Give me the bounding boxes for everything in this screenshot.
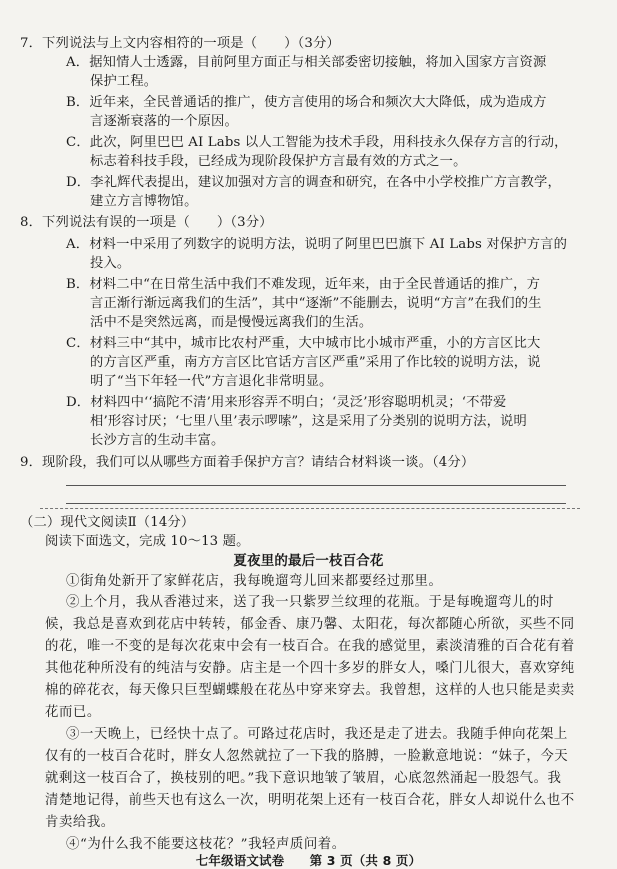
q7-option-c: C．此次，阿里巴巴 AI Labs 以人工智能为技术手段，用科技永久保存方言的行动， xyxy=(66,135,568,150)
section-instruction: 阅读下面选文，完成 10～13 题。 xyxy=(45,534,250,549)
question-9-stem: 9．现阶段，我们可以从哪些方面着手保护方言？请结合材料谈一谈。（4分） xyxy=(20,455,475,470)
answer-line-2[interactable] xyxy=(66,503,566,504)
q8-option-d: D．材料四中‘‘搞陀不清’用来形容弄不明白；‘灵泛’形容聪明机灵；‘不带爱 xyxy=(66,395,507,410)
passage-paragraph-2-line-2: 候，我总是喜欢到花店中转转，郁金香、康乃馨、太阳花，每次都随心所欲，买些不同 xyxy=(45,617,575,632)
passage-paragraph-3-line-4: 清楚地记得，前些天也有这么一次，明明花架上还有一枝百合花，胖女人却说什么也不 xyxy=(45,793,575,808)
q7-option-a-cont: 保护工程。 xyxy=(90,74,158,89)
q8-option-d-cont-2: 长沙方言的生动丰富。 xyxy=(90,433,225,448)
q8-option-c: C．材料三中“其中，城市比农村严重，大中城市比小城市严重，小的方言区比大 xyxy=(66,336,541,351)
section-divider xyxy=(40,508,580,509)
passage-paragraph-2-line-5: 棉的碎花衣，每天像只巨型蝴蝶般在花丛中穿来穿去。我曾想，这样的人也只能是卖卖 xyxy=(45,683,575,698)
q8-option-c-cont-2: 明了“当下年轻一代”方言退化非常明显。 xyxy=(90,374,333,389)
passage-title: 夏夜里的最后一枝百合花 xyxy=(233,553,384,569)
q7-option-b-cont: 言逐渐衰落的一个原因。 xyxy=(90,114,238,129)
question-8-stem: 8．下列说法有误的一项是（ ）（3分） xyxy=(20,215,273,230)
q8-option-a-cont: 投入。 xyxy=(90,256,131,271)
passage-paragraph-2-line-4: 其他花种所没有的纯洁与安静。店主是一个四十多岁的胖女人，嗓门儿很大，喜欢穿纯 xyxy=(45,661,575,676)
passage-paragraph-1: ①街角处新开了家鲜花店，我每晚遛弯儿回来都要经过那里。 xyxy=(66,574,443,589)
passage-paragraph-3-line-1: ③一天晚上，已经快十点了。可路过花店时，我还是走了进去。我随手伸向花架上 xyxy=(66,727,568,742)
passage-paragraph-2-line-3: 的花，唯一不变的是每次花束中会有一枝百合。在我的感觉里，素淡清雅的百合花有着 xyxy=(45,639,575,654)
answer-line-1[interactable] xyxy=(66,485,566,486)
q8-option-b-cont-1: 言正渐行渐远离我们的生活”，其中“逐渐”不能删去，说明“方言”在我们的生 xyxy=(90,296,542,311)
q8-option-b: B．材料二中“在日常生活中我们不难发现，近年来，由于全民普通话的推广，方 xyxy=(66,277,541,292)
q8-option-a: A．材料一中采用了列数字的说明方法，说明了阿里巴巴旗下 AI Labs 对保护方言的 xyxy=(66,237,568,252)
page-footer: 七年级语文试卷 第 3 页（共 8 页） xyxy=(195,853,422,868)
passage-paragraph-3-line-5: 肯卖给我。 xyxy=(45,815,115,830)
q7-option-d-cont: 建立方言博物馆。 xyxy=(90,194,198,209)
q8-option-d-cont-1: 相’形容讨厌；‘七里八里’表示啰嗦”，这是采用了分类别的说明方法，说明 xyxy=(90,414,527,429)
q7-option-d: D．李礼辉代表提出，建议加强对方言的调查和研究，在各中小学校推广方言教学， xyxy=(66,175,561,190)
passage-paragraph-2-line-6: 花而已。 xyxy=(45,705,101,720)
passage-paragraph-4: ④“为什么我不能要这枝花？”我轻声质问着。 xyxy=(66,837,346,852)
section-heading: （二）现代文阅读Ⅱ（14分） xyxy=(20,515,195,530)
q7-option-b: B．近年来，全民普通话的推广，使方言使用的场合和频次大大降低，成为造成方 xyxy=(66,95,547,110)
passage-paragraph-2-line-1: ②上个月，我从香港过来，送了我一只紫罗兰纹理的花瓶。于是每晚遛弯儿的时 xyxy=(66,595,554,610)
q8-option-b-cont-2: 活中不是突然远离，而是慢慢远离我们的生活。 xyxy=(90,315,373,330)
q7-option-c-cont: 标志着科技手段，已经成为现阶段保护方言最有效的方式之一。 xyxy=(90,154,467,169)
question-7-stem: 7．下列说法与上文内容相符的一项是（ ）（3分） xyxy=(20,36,340,51)
passage-paragraph-3-line-2: 仅有的一枝百合花时，胖女人忽然就拉了一下我的胳膊，一脸歉意地说：“妹子，今天 xyxy=(45,749,569,764)
q7-option-a: A．据知情人士透露，目前阿里方面正与相关部委密切接触，将加入国家方言资源 xyxy=(66,55,547,70)
passage-paragraph-3-line-3: 就剩这一枝百合了，换枝别的吧。”我下意识地皱了皱眉，心底忽然涌起一股怨气。我 xyxy=(45,771,562,786)
q8-option-c-cont-1: 的方言区严重，南方方言区比官话方言区严重”采用了作比较的说明方法，说 xyxy=(90,355,541,370)
